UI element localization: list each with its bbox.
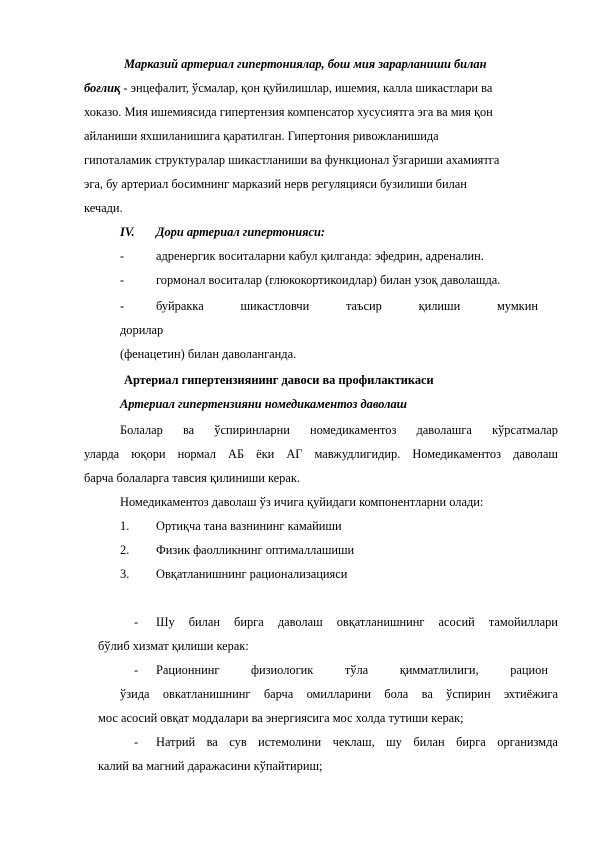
word: АБ xyxy=(228,447,245,461)
section-heading: Артериал гипертензиянинг давоси ва профилактикаси xyxy=(124,373,434,387)
text-line: мос асосий овқат моддалари ва энергиясига мос холда тутиши керак; xyxy=(98,711,464,725)
word: овкатланишнинг xyxy=(162,687,251,701)
word: ёки xyxy=(256,447,275,461)
word: Шу xyxy=(156,615,175,629)
list-item-justified xyxy=(156,298,538,314)
word: даволаш xyxy=(513,447,558,461)
paragraph-line-justified xyxy=(120,686,558,702)
dash-marker: - xyxy=(134,663,139,677)
word: билан xyxy=(413,735,445,749)
word: Болалар xyxy=(120,423,163,437)
word: асосий xyxy=(438,615,475,629)
word: кўрсатмалар xyxy=(492,423,558,437)
word: Рационнинг xyxy=(156,663,220,677)
word: бола xyxy=(384,687,409,701)
word: ва xyxy=(421,687,433,701)
dash-marker: - xyxy=(120,249,125,263)
word: ва xyxy=(206,735,218,749)
text-line: (фенацетин) билан даволанганда. xyxy=(120,347,297,361)
word: бирга xyxy=(234,615,264,629)
word: эхтиёжига xyxy=(503,687,558,701)
text-run: - энцефалит, ўсмалар, қон қуйилишлар, ишемия, калла шикастлари ва xyxy=(120,81,493,95)
list-item-justified xyxy=(156,614,558,630)
text-line: барча болаларга тавсия қилиниши керак. xyxy=(84,471,300,485)
text-line: калий ва магний даражасини кўпайтириш; xyxy=(98,759,323,773)
word: сув xyxy=(229,735,247,749)
word: ўспиринларни xyxy=(214,423,290,437)
paragraph-heading-line: Марказий артериал гипертониялар, бош мия зарарланиши билан xyxy=(124,57,487,71)
list-number: 3. xyxy=(120,567,130,581)
word: Натрий xyxy=(156,735,196,749)
word: ўспирин xyxy=(446,687,491,701)
paragraph-line-justified xyxy=(84,446,558,462)
word: ва xyxy=(182,423,195,437)
word: қимматлилиги, xyxy=(399,663,479,677)
word: чеклаш, xyxy=(332,735,375,749)
word: шу xyxy=(386,735,402,749)
list-number: 2. xyxy=(120,543,130,557)
italic-term: боғлиқ xyxy=(84,81,121,95)
list-item: гормонал воситалар (глюкокортикоидлар) билан узоқ даволашда. xyxy=(156,273,501,287)
word: шикастловчи xyxy=(240,299,310,313)
word: ўзида xyxy=(120,687,150,701)
text-line: гипоталамик структуралар шикастланиши ва функционал ўзгариши ахамиятга xyxy=(84,153,500,167)
section-number: IV. xyxy=(120,225,135,239)
word: юқори xyxy=(131,447,166,461)
text-line: кечади. xyxy=(84,201,123,215)
word: истемолини xyxy=(258,735,322,749)
list-item: адренергик воситаларни кабул қилганда: эфедрин, адреналин. xyxy=(156,249,484,263)
dash-marker: - xyxy=(134,735,139,749)
word: номедикаментоз xyxy=(310,423,397,437)
word: тўла xyxy=(344,663,369,677)
word: рацион xyxy=(510,663,548,677)
word: даволаш xyxy=(277,615,323,629)
word: физиологик xyxy=(251,663,314,677)
list-item-justified xyxy=(156,662,548,678)
word: Номедикаментоз xyxy=(412,447,502,461)
word: таъсир xyxy=(345,299,382,313)
subsection-heading: Артериал гипертензияни номедикаментоз даволаш xyxy=(120,397,407,411)
dash-marker: - xyxy=(120,273,125,287)
text-line: айланиши яхшиланишига қаратилган. Гипертония ривожланишида xyxy=(84,129,439,143)
word: уларда xyxy=(84,447,120,461)
text-line: Номедикаментоз даволаш ўз ичига қуйидаги компонентларни олади: xyxy=(120,495,484,509)
list-number: 1. xyxy=(120,519,130,533)
word: даволашга xyxy=(416,423,472,437)
word: қилиши xyxy=(418,299,461,313)
list-item: Ортиқча тана вазнининг камайиши xyxy=(156,519,342,533)
word: нормал xyxy=(177,447,216,461)
word: барча xyxy=(263,687,294,701)
word: АГ xyxy=(286,447,303,461)
text-line: бўлиб хизмат қилиши керак: xyxy=(98,639,249,653)
text-line: эга, бу артериал босимнинг марказий нерв регуляцияси бузилиши билан xyxy=(84,177,467,191)
section-title: Дори артериал гипертонияси: xyxy=(156,225,326,239)
word: тамойиллари xyxy=(488,615,558,629)
word: бирга xyxy=(456,735,486,749)
word: билан xyxy=(188,615,220,629)
text-line xyxy=(84,80,492,96)
word: омилларини xyxy=(306,687,371,701)
word: мумкин xyxy=(496,299,538,313)
paragraph-line-justified xyxy=(120,422,558,438)
text-line: хоказо. Мия ишемиясида гипертензия компенсатор хусусиятга эга ва мия қон xyxy=(84,105,493,119)
dash-marker: - xyxy=(134,615,139,629)
word: организмда xyxy=(497,735,558,749)
list-item: Физик фаолликнинг оптималлашиши xyxy=(156,543,355,557)
dash-marker: - xyxy=(120,299,125,313)
list-item: Овқатланишнинг рационализацияси xyxy=(156,567,348,581)
word: овқатланишнинг xyxy=(336,615,425,629)
text-line: дорилар xyxy=(120,323,164,337)
list-item-justified xyxy=(156,734,558,750)
word: буйракка xyxy=(156,299,204,313)
word: мавжудлигидир. xyxy=(314,447,401,461)
